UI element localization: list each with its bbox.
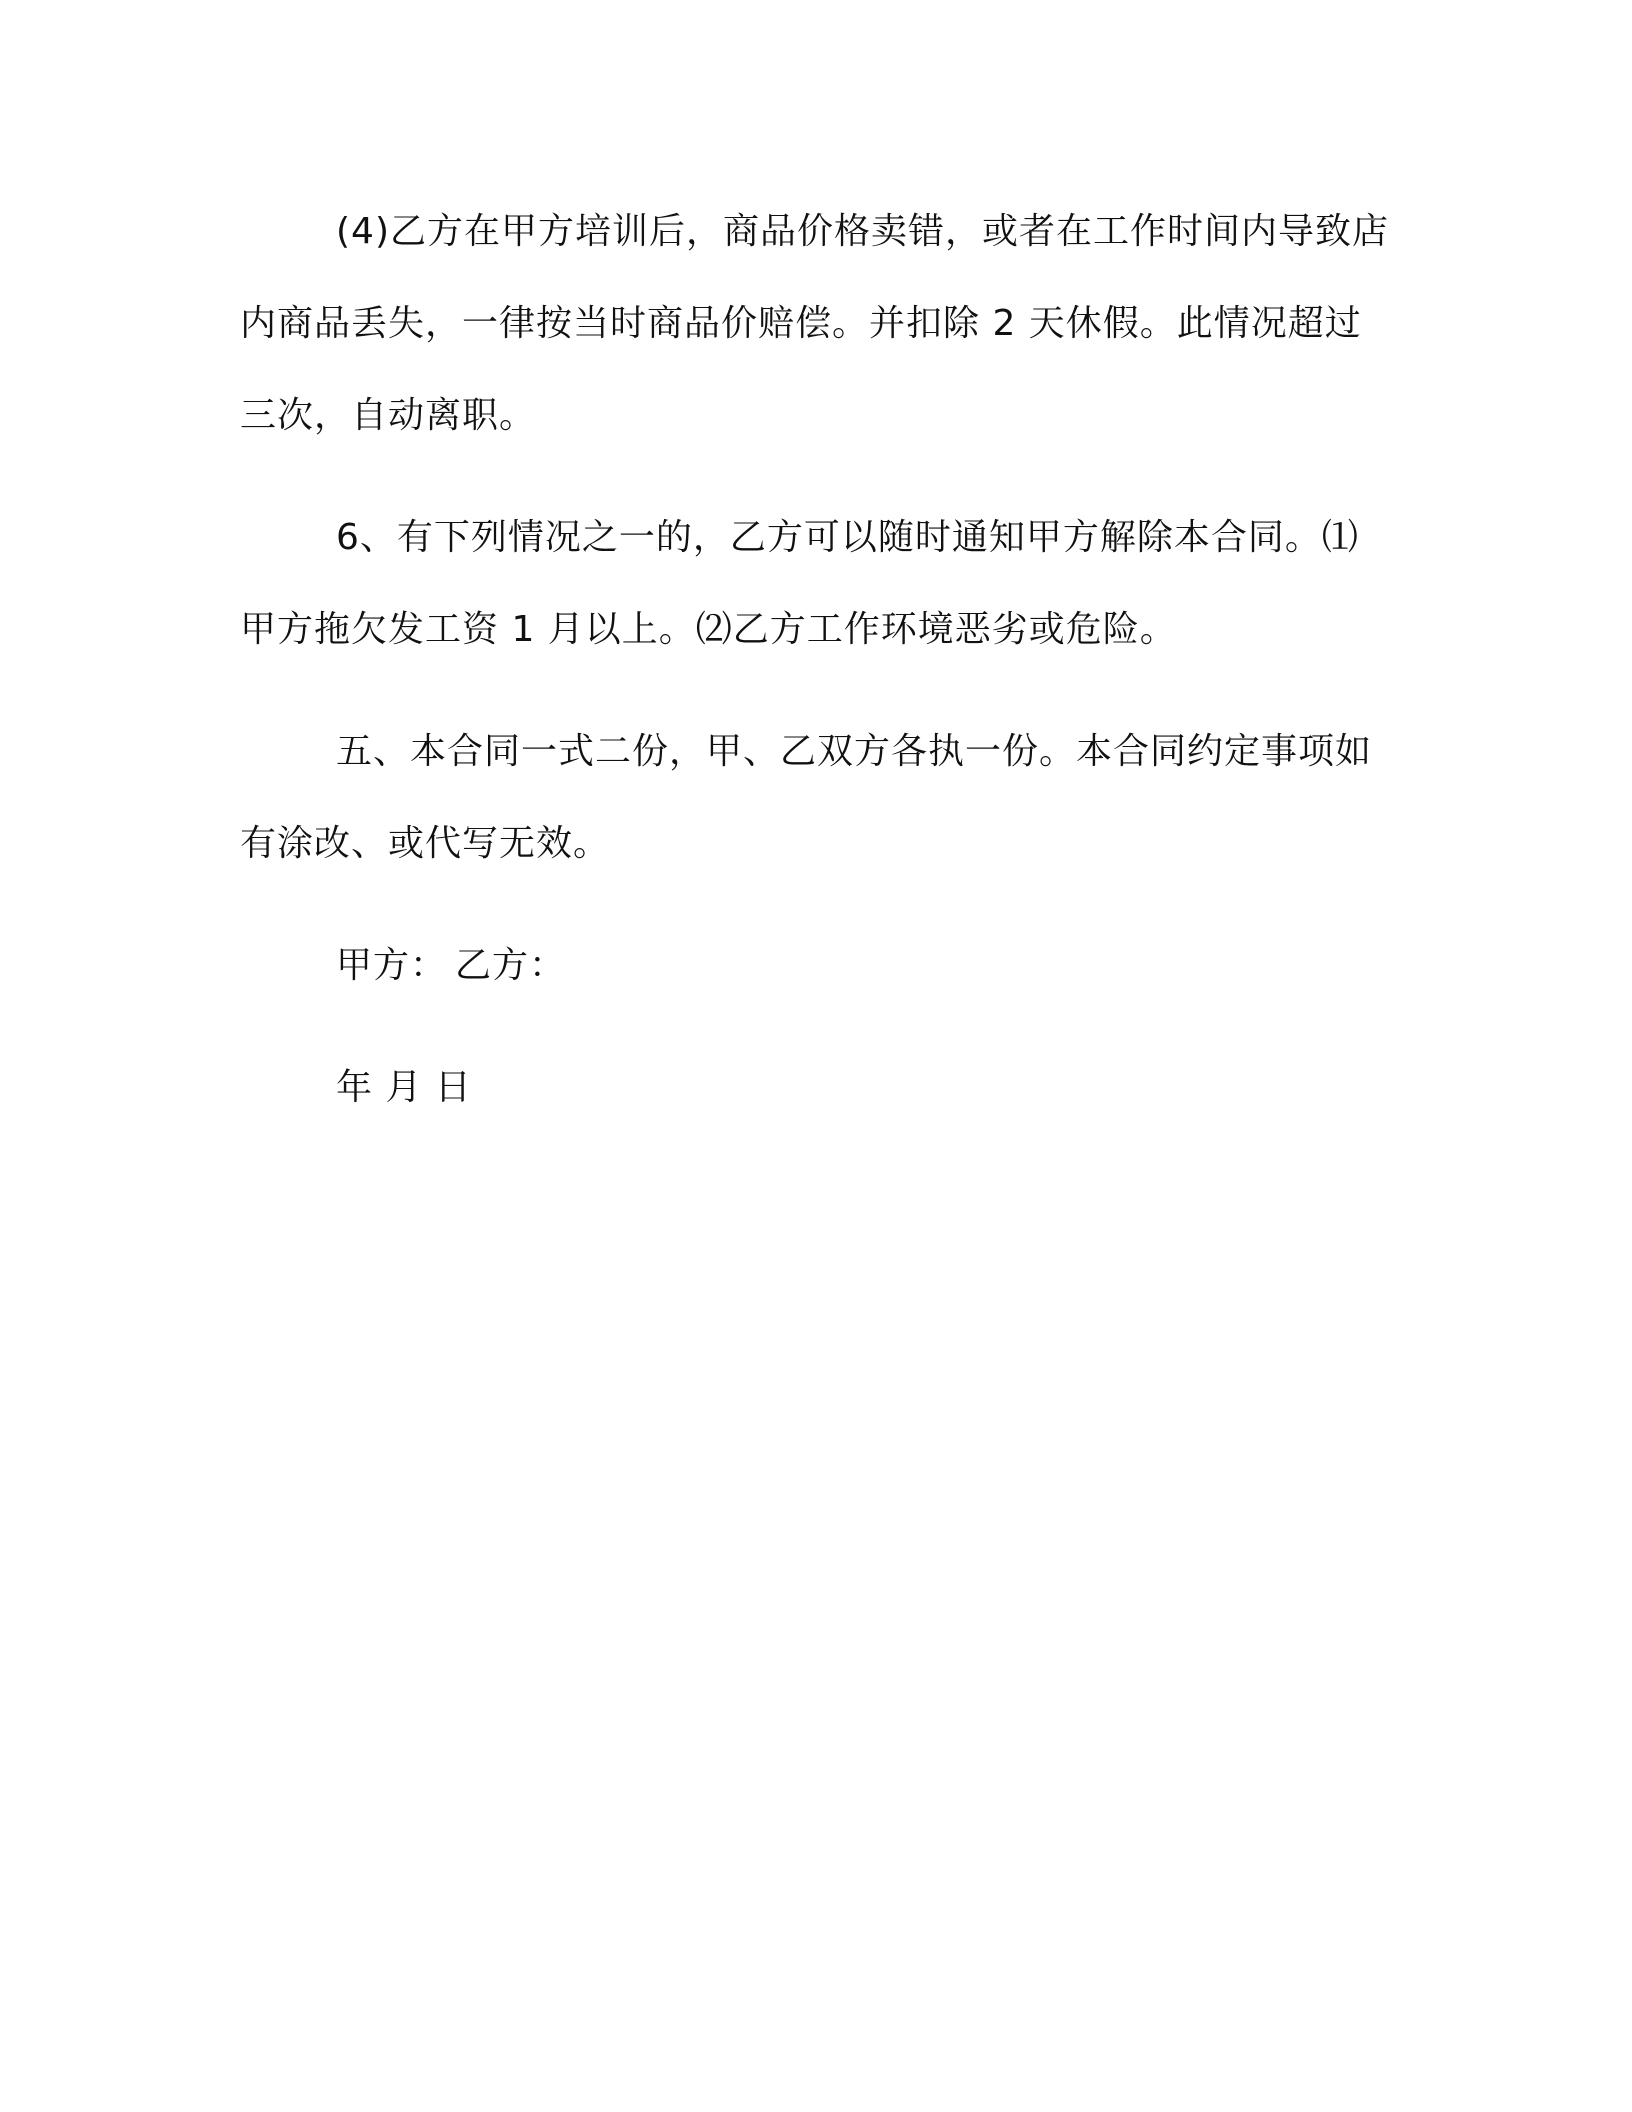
party-b-label: 乙方： — [455, 945, 567, 986]
signature-line — [240, 920, 1390, 1012]
paragraph-termination-clause: 6、有下列情况之一的，乙方可以随时通知甲方解除本合同。⑴甲方拖欠发工资 1 月以上。⑵乙方工作环境恶劣或危险。 — [240, 517, 1359, 650]
paragraph-compensation-clause: (4)乙方在甲方培训后，商品价格卖错，或者在工作时间内导致店内商品丢失，一律按当时商品价赔偿。并扣除 2 天休假。此情况超过三次，自动离职。 — [240, 211, 1389, 436]
document-body — [240, 186, 1390, 1164]
party-a-label: 甲方： — [336, 945, 448, 986]
paragraph-copies-clause: 五、本合同一式二份，甲、乙双方各执一份。本合同约定事项如有涂改、或代写无效。 — [240, 731, 1373, 864]
date-line: 年 月 日 — [336, 1067, 472, 1108]
